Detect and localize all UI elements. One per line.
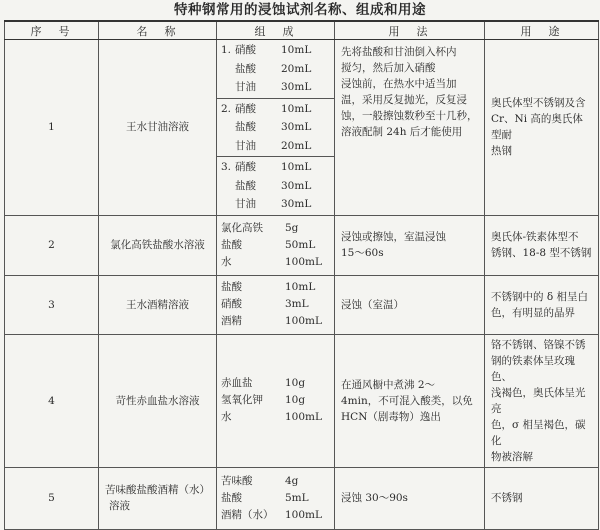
row-use: 不锈钢中的 δ 相呈白 色，有明显的晶界	[485, 275, 599, 334]
row-use: 铬不锈钢、铬镍不锈 钢的铁素体呈玫瑰色、 浅褐色，奥氏体呈光亮 色，σ 相呈褐色，碳化 物被溶解	[485, 334, 599, 467]
composition-group: 3. 硝酸 10mL 盐酸 30mL 甘油 30mL	[217, 156, 334, 215]
row-name: 王水酒精溶液	[99, 275, 217, 334]
row-num: 2	[5, 215, 99, 275]
header-name: 名 称	[99, 21, 217, 40]
row-num: 4	[5, 334, 99, 467]
table-row	[5, 275, 599, 334]
row-name: 王水甘油溶液	[99, 40, 217, 216]
row-num: 5	[5, 467, 99, 529]
row-name: 氯化高铁盐酸水溶液	[99, 215, 217, 275]
table-header-row	[5, 21, 599, 40]
row-method: 浸蚀 30～90s	[335, 467, 485, 529]
row-composition: 苦味酸 4g 盐酸 5mL 酒精（水） 100mL	[217, 467, 335, 529]
row-composition: 盐酸 10mL 硝酸 3mL 酒精 100mL	[217, 275, 335, 334]
row-name: 苛性赤血盐水溶液	[99, 334, 217, 467]
table-row	[5, 40, 599, 216]
etchant-table	[4, 20, 599, 530]
table-row	[5, 467, 599, 529]
row-composition: 氯化高铁 5g 盐酸 50mL 水 100mL	[217, 215, 335, 275]
row-use: 奥氏体-铁素体型不 锈钢、18-8 型不锈钢	[485, 215, 599, 275]
row-method: 在通风橱中煮沸 2～ 4min，不可混入酸类，以免 HCN（剧毒物）逸出	[335, 334, 485, 467]
row-name: 苦味酸盐酸酒精（水） 溶液	[99, 467, 217, 529]
header-num: 序 号	[5, 21, 99, 40]
header-comp: 组 成	[217, 21, 335, 40]
row-method: 浸蚀（室温）	[335, 275, 485, 334]
row-use: 奥氏体型不锈钢及含 Cr、Ni 高的奥氏体型耐 热钢	[485, 40, 599, 216]
composition-group: 1. 硝酸 10mL 盐酸 20mL 甘油 30mL	[221, 44, 312, 93]
composition-group: 2. 硝酸 10mL 盐酸 30mL 甘油 20mL	[217, 98, 334, 157]
row-use: 不锈钢	[485, 467, 599, 529]
row-method: 浸蚀或擦蚀，室温浸蚀 15～60s	[335, 215, 485, 275]
header-use: 用 途	[485, 21, 599, 40]
header-method: 用 法	[335, 21, 485, 40]
row-num: 1	[5, 40, 99, 216]
row-composition	[217, 40, 335, 216]
table-row	[5, 334, 599, 467]
row-method: 先将盐酸和甘油倒入杯内 搅匀，然后加入硝酸 浸蚀前，在热水中适当加 温，采用反复抛光，反复浸 蚀，一般擦蚀数秒至十几秒， 溶液配制 24h 后才能使用	[335, 40, 485, 216]
row-num: 3	[5, 275, 99, 334]
row-composition: 赤血盐 10g 氢氧化钾 10g 水 100mL	[217, 334, 335, 467]
page-title: 特种钢常用的浸蚀试剂名称、组成和用途	[174, 2, 426, 18]
table-row	[5, 215, 599, 275]
